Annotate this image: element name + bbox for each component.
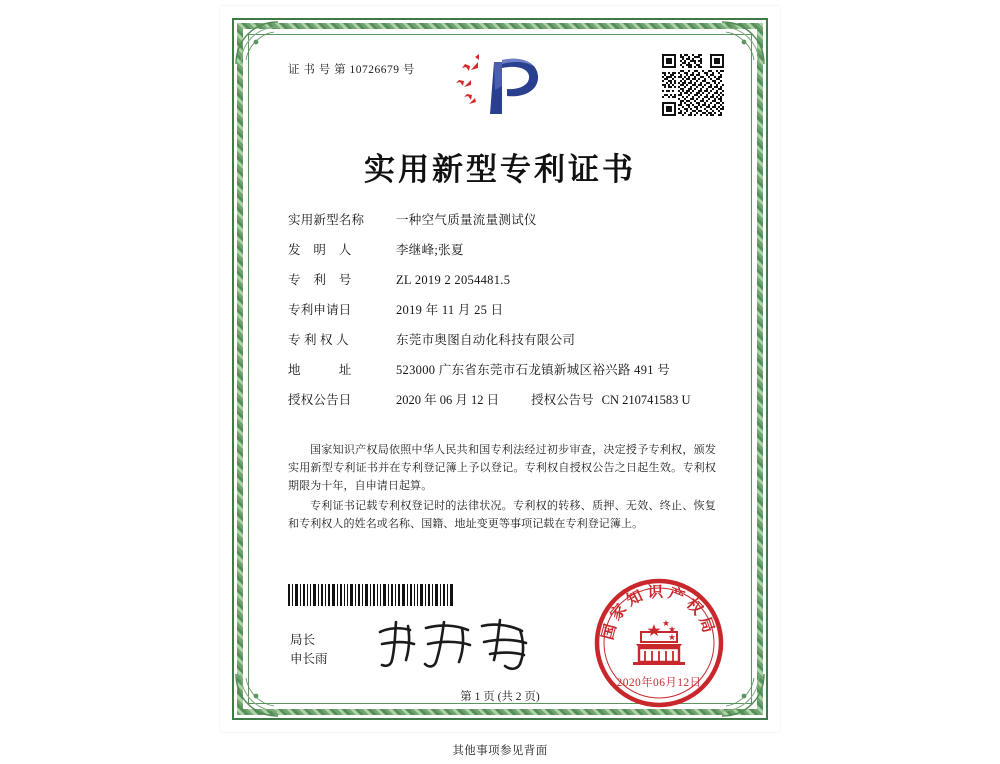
- seal-date: 2020年06月12日: [616, 677, 702, 689]
- barcode-icon: [288, 584, 453, 606]
- field-label: 专利申请日: [288, 303, 352, 317]
- field-value: 2019 年 11 月 25 日: [396, 303, 504, 317]
- field-value: ZL 2019 2 2054481.5: [396, 273, 511, 287]
- handwritten-signature-icon: [370, 614, 560, 674]
- signature-block: [290, 631, 328, 670]
- qr-code-icon: [662, 54, 724, 116]
- grant-date-label: 授权公告日: [288, 393, 352, 407]
- grant-number-label: 授权公告号: [531, 393, 594, 407]
- field-row-address: [288, 364, 718, 377]
- legal-paragraph-2: 专利证书记载专利权登记时的法律状况。专利权的转移、质押、无效、终止、恢复和专利权人的姓名或名称、国籍、地址变更等事项记载在专利登记簿上。: [288, 500, 716, 531]
- grant-number-value: CN 210741583 U: [601, 393, 691, 407]
- field-row-patent-number: [288, 274, 718, 287]
- field-label: 地 址: [288, 363, 352, 377]
- legal-text: [288, 442, 716, 537]
- field-row-inventor: [288, 244, 718, 257]
- commissioner-role-label: 局长: [290, 633, 316, 647]
- page-number: 第 1 页 (共 2 页): [460, 691, 540, 703]
- field-value: 一种空气质量流量测试仪: [396, 213, 537, 227]
- page-title: 实用新型专利证书: [364, 152, 636, 188]
- cnipa-logo-icon: [445, 46, 555, 124]
- field-row-grant-publication: [288, 394, 718, 407]
- field-label: 专 利 号: [288, 273, 352, 287]
- field-label: 发 明 人: [288, 243, 352, 257]
- field-row-patentee: [288, 334, 718, 347]
- field-row-utility-model-name: [288, 214, 718, 227]
- patent-certificate-page: [220, 6, 780, 732]
- field-value: 523000 广东省东莞市石龙镇新城区裕兴路 491 号: [396, 363, 671, 377]
- field-label: 实用新型名称: [288, 213, 365, 227]
- field-row-application-date: [288, 304, 718, 317]
- grant-date-value: 2020 年 06 月 12 日: [396, 393, 500, 407]
- svg-text:国家知识产权局: 国家知识产权局: [598, 582, 719, 642]
- commissioner-name-label: 申长雨: [290, 652, 328, 667]
- legal-paragraph-1: 国家知识产权局依照中华人民共和国专利法经过初步审查，决定授予专利权，颁发实用新型专利证书并在专利登记簿上予以登记。专利权自授权公告之日起生效。专利权期限为十年，自申请日起算。: [288, 444, 716, 492]
- field-value: 李继峰;张夏: [396, 243, 464, 257]
- certificate-number: 证 书 号 第 10726679 号: [288, 64, 415, 76]
- certificate-fields: [288, 214, 718, 424]
- back-side-note: 其他事项参见背面: [452, 745, 548, 757]
- field-value: 东莞市奥图自动化科技有限公司: [396, 333, 576, 347]
- field-label: 专 利 权 人: [288, 333, 349, 347]
